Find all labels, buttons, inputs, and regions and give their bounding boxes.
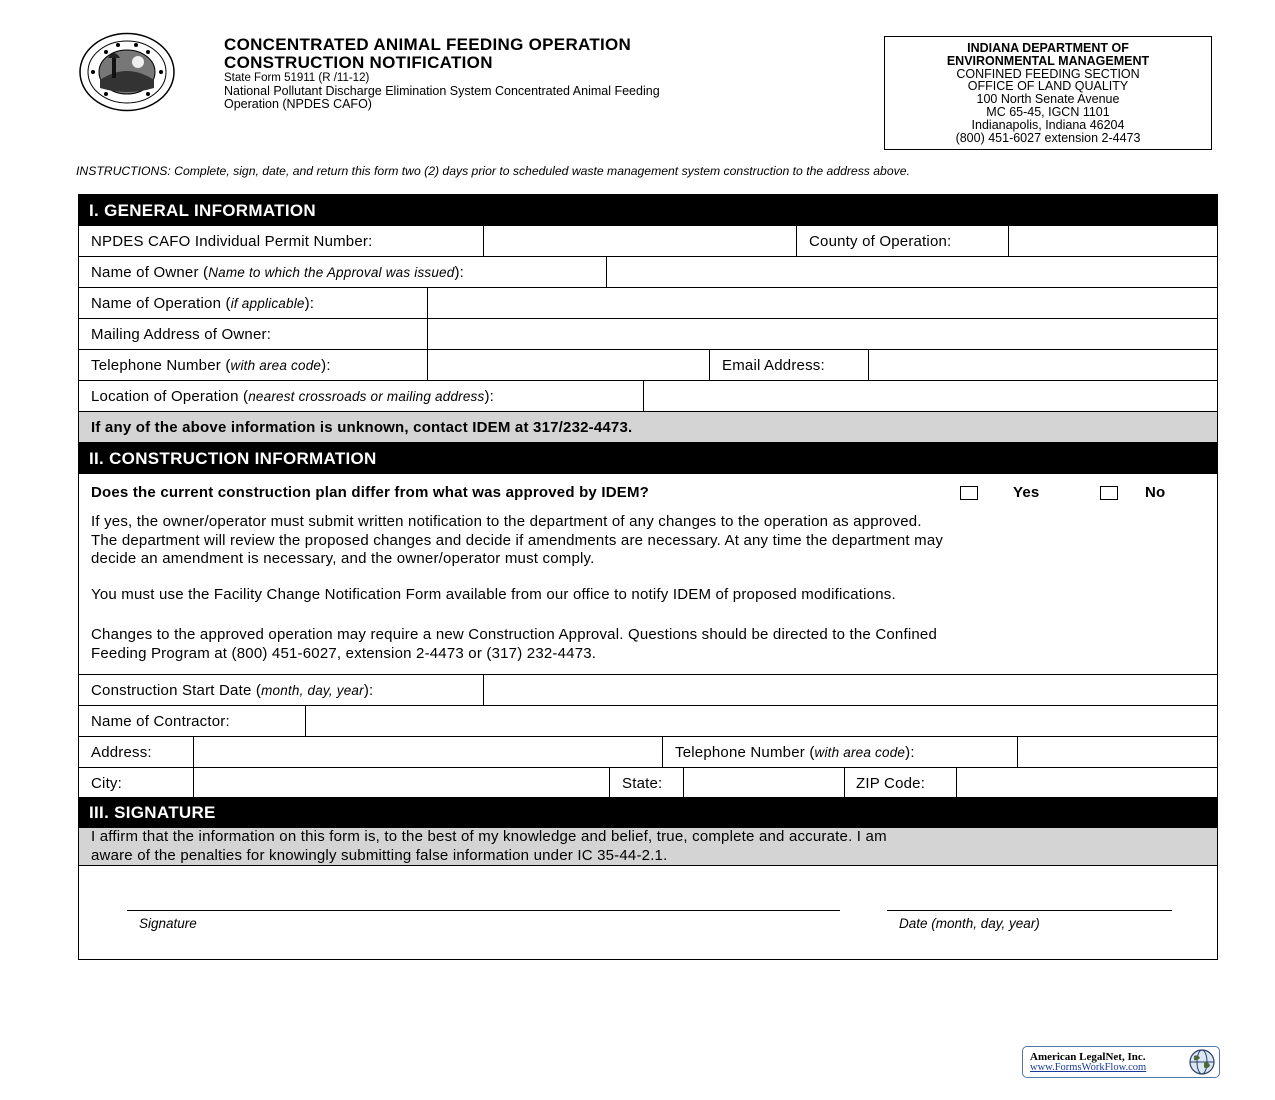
operation-row <box>79 288 1217 319</box>
affirmation-text <box>91 828 1203 865</box>
signature-label: Signature <box>139 916 197 931</box>
operation-name-field[interactable] <box>427 288 1217 318</box>
agency-mailcode: MC 65-45, IGCN 1101 <box>986 104 1110 119</box>
phone-row <box>79 350 1217 381</box>
contractor-address-field[interactable] <box>193 737 663 767</box>
form-subtitle-2: Operation (NPDES CAFO) <box>224 97 372 111</box>
form-title-2: CONSTRUCTION NOTIFICATION <box>224 53 493 72</box>
city-label: City: <box>91 775 122 792</box>
state-field[interactable] <box>683 768 845 797</box>
address-label: Address: <box>91 744 152 761</box>
city-row <box>79 768 1217 798</box>
contractor-row <box>79 706 1217 737</box>
mailing-row <box>79 319 1217 350</box>
contractor-name-field[interactable] <box>305 706 1217 736</box>
permit-label: NPDES CAFO Individual Permit Number: <box>91 233 373 250</box>
contractor-phone-label: Telephone Number (with area code): <box>675 744 915 761</box>
form-table <box>78 194 1218 960</box>
forms-workflow-badge[interactable] <box>1022 1046 1220 1078</box>
section-2-title: II. CONSTRUCTION INFORMATION <box>89 449 377 468</box>
location-field[interactable] <box>643 381 1217 411</box>
contractor-phone-field[interactable] <box>1017 737 1217 767</box>
owner-name-field[interactable] <box>606 257 1217 287</box>
start-date-row <box>79 675 1217 706</box>
date-line[interactable] <box>887 910 1172 911</box>
owner-label: Name of Owner (Name to which the Approval was issued): <box>91 264 465 281</box>
facility-change-paragraph: You must use the Facility Change Notification Form available from our office to notify IDEM of proposed modifications. <box>91 586 896 603</box>
form-number: State Form 51911 (R /11-12) <box>224 72 370 84</box>
email-label: Email Address: <box>722 357 825 374</box>
permit-row <box>79 226 1217 257</box>
location-label: Location of Operation (nearest crossroads or mailing address): <box>91 388 495 405</box>
agency-section: CONFINED FEEDING SECTION <box>956 66 1140 81</box>
unknown-info-notice-row <box>79 412 1217 443</box>
contact-paragraph <box>91 626 1203 663</box>
form-title: CONCENTRATED ANIMAL FEEDING OPERATION <box>224 35 632 54</box>
section-3-title: III. SIGNATURE <box>89 803 216 822</box>
start-date-field[interactable] <box>483 675 1217 705</box>
start-date-label: Construction Start Date (month, day, year): <box>91 682 374 699</box>
section-2-header <box>79 443 1217 474</box>
affirmation-line-1: I affirm that the information on this form is, to the best of my knowledge and belief, true, complete and accurate. I am <box>91 828 887 845</box>
signature-line[interactable] <box>127 910 840 911</box>
zip-cell <box>844 768 957 797</box>
amendment-paragraph <box>91 513 1203 569</box>
city-field[interactable] <box>193 768 610 797</box>
amendment-text-2: The department will review the proposed changes and decide if amendments are necessary. At any time the department may <box>91 531 944 549</box>
agency-name: INDIANA DEPARTMENT OF <box>967 41 1129 55</box>
agency-city: Indianapolis, Indiana 46204 <box>971 117 1125 132</box>
section-3-header <box>79 798 1217 828</box>
amendment-text-1: If yes, the owner/operator must submit written notification to the department of any changes to the operation as approved. <box>91 513 922 530</box>
company-name: American LegalNet, Inc. <box>1030 1051 1146 1063</box>
email-field[interactable] <box>868 350 1217 380</box>
globe-icon <box>1187 1048 1217 1081</box>
county-label: County of Operation: <box>809 233 952 250</box>
yes-checkbox[interactable] <box>960 486 978 500</box>
location-row <box>79 381 1217 412</box>
mailing-label: Mailing Address of Owner: <box>91 326 272 343</box>
plan-differ-question: Does the current construction plan differ from what was approved by IDEM? <box>91 484 650 501</box>
zip-label: ZIP Code: <box>856 775 926 792</box>
unknown-info-notice: If any of the above information is unknown, contact IDEM at 317/232-4473. <box>91 419 633 436</box>
contact-text-2: Feeding Program at (800) 451-6027, extension 2-4473 or (317) 232-4473. <box>91 644 597 662</box>
county-field[interactable] <box>1008 226 1217 256</box>
agency-address-box <box>884 36 1212 150</box>
section-1-title: I. GENERAL INFORMATION <box>89 201 316 220</box>
form-title-block <box>224 36 844 111</box>
amendment-text-3: decide an amendment is necessary, and the owner/operator must comply. <box>91 550 595 567</box>
state-cell <box>609 768 684 797</box>
signature-row <box>79 866 1217 959</box>
owner-row <box>79 257 1217 288</box>
no-checkbox[interactable] <box>1100 486 1118 500</box>
permit-number-field[interactable] <box>483 226 797 256</box>
agency-office: OFFICE OF LAND QUALITY <box>967 79 1129 94</box>
state-label: State: <box>622 775 663 792</box>
no-label: No <box>1145 484 1166 501</box>
agency-street: 100 North Senate Avenue <box>976 92 1120 107</box>
agency-phone: (800) 451-6027 extension 2-4473 <box>955 130 1141 145</box>
yes-label: Yes <box>1013 484 1040 501</box>
construction-question-block <box>79 474 1217 675</box>
company-url[interactable]: www.FormsWorkFlow.com <box>1030 1062 1147 1073</box>
section-1-header <box>79 195 1217 226</box>
state-seal <box>78 32 176 112</box>
form-subtitle: National Pollutant Discharge Elimination System Concentrated Animal Feeding <box>224 84 660 98</box>
contractor-address-row <box>79 737 1217 768</box>
mailing-address-field[interactable] <box>427 319 1217 349</box>
zip-field[interactable] <box>956 768 1217 797</box>
contractor-label: Name of Contractor: <box>91 713 230 730</box>
operation-label: Name of Operation (if applicable): <box>91 295 315 312</box>
phone-field[interactable] <box>427 350 710 380</box>
phone-label: Telephone Number (with area code): <box>91 357 331 374</box>
affirmation-row <box>79 828 1217 866</box>
agency-name-2: ENVIRONMENTAL MANAGEMENT <box>946 53 1150 68</box>
contact-text-1: Changes to the approved operation may require a new Construction Approval. Questions should be directed to the Confined <box>91 626 937 643</box>
date-label: Date (month, day, year) <box>899 916 1040 931</box>
affirmation-line-2: aware of the penalties for knowingly submitting false information under IC 35-44-2.1. <box>91 846 668 864</box>
instructions: INSTRUCTIONS: Complete, sign, date, and return this form two (2) days prior to scheduled waste management system construction to the address above. <box>76 164 910 178</box>
